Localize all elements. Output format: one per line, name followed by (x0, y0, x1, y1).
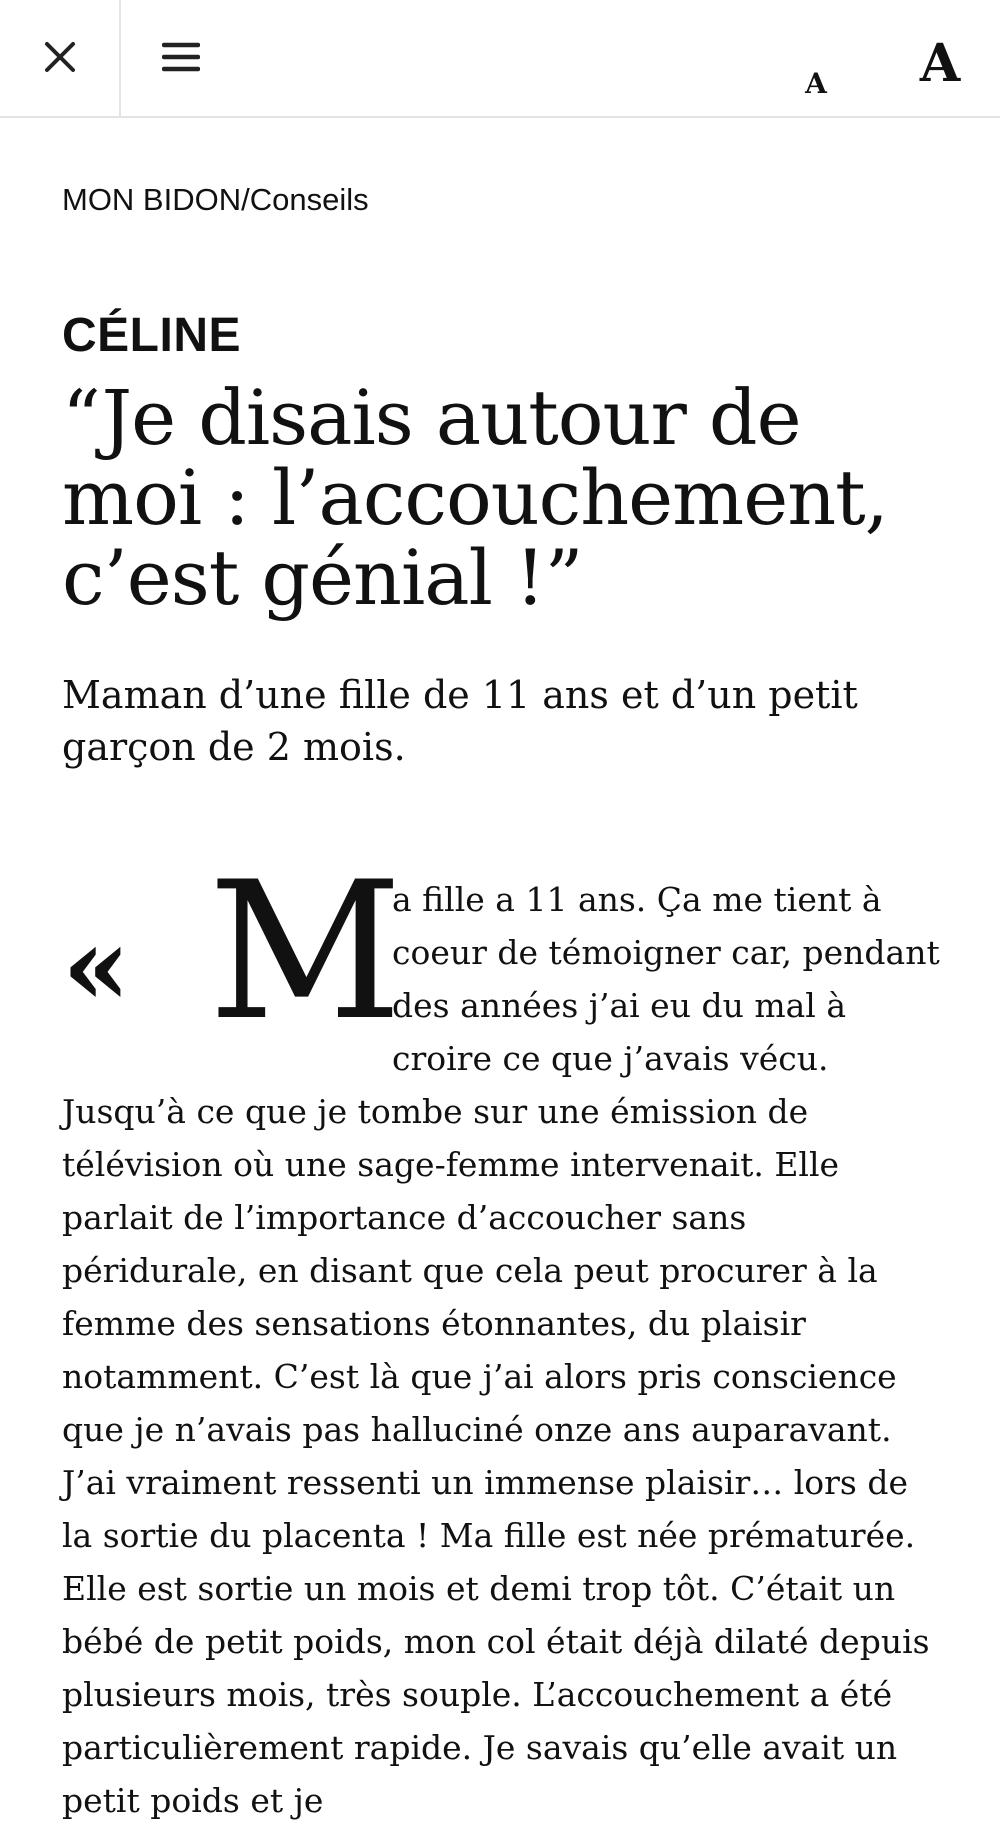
article-content (62, 118, 942, 1827)
menu-button[interactable] (123, 0, 239, 118)
close-button[interactable] (0, 0, 121, 118)
opening-quote-mark: « (62, 900, 131, 1030)
hamburger-menu-icon (162, 41, 200, 78)
drop-cap (62, 840, 403, 1062)
close-icon (43, 40, 77, 79)
font-size-increase-button[interactable]: A (919, 33, 961, 94)
article-body-text: a fille a 11 ans. Ça me tient à coeur de témoigner car, pendant des années j’ai eu du mal à croire ce que j’avais vécu. Jusqu’à ce que je tombe sur une émission de télévision où une sage-femme intervenait. Elle parlait de l’importance d’accoucher sans péridurale, en disant que cela peut procurer à la femme des sensations étonnantes, du plaisir notamment. C’est là que j’ai alors pris conscience que je n’avais pas halluciné onze ans auparavant. J’ai vraiment ressenti un immense plaisir… lors de la sortie du placenta ! Ma fille est née prématurée. Elle est sortie un mois et demi trop tôt. C’était un bébé de petit poids, mon col était déjà dilaté depuis plusieurs mois, très souple. L’accouchement a été particulièrement rapide. Je savais qu’elle avait un petit poids et je (62, 879, 940, 1820)
article-subtitle: Maman d’une fille de 11 ans et d’un petit garçon de 2 mois. (62, 672, 858, 769)
drop-cap-letter: M (208, 840, 403, 1062)
article-body (62, 840, 942, 1827)
article-headline: “Je disais autour de moi : l’accouchement, c’est génial !” (62, 373, 888, 622)
top-toolbar (0, 0, 1000, 118)
author-name: CÉLINE (62, 309, 242, 362)
font-size-decrease-button[interactable]: A (805, 67, 827, 100)
breadcrumb[interactable]: MON BIDON/Conseils (62, 182, 369, 217)
